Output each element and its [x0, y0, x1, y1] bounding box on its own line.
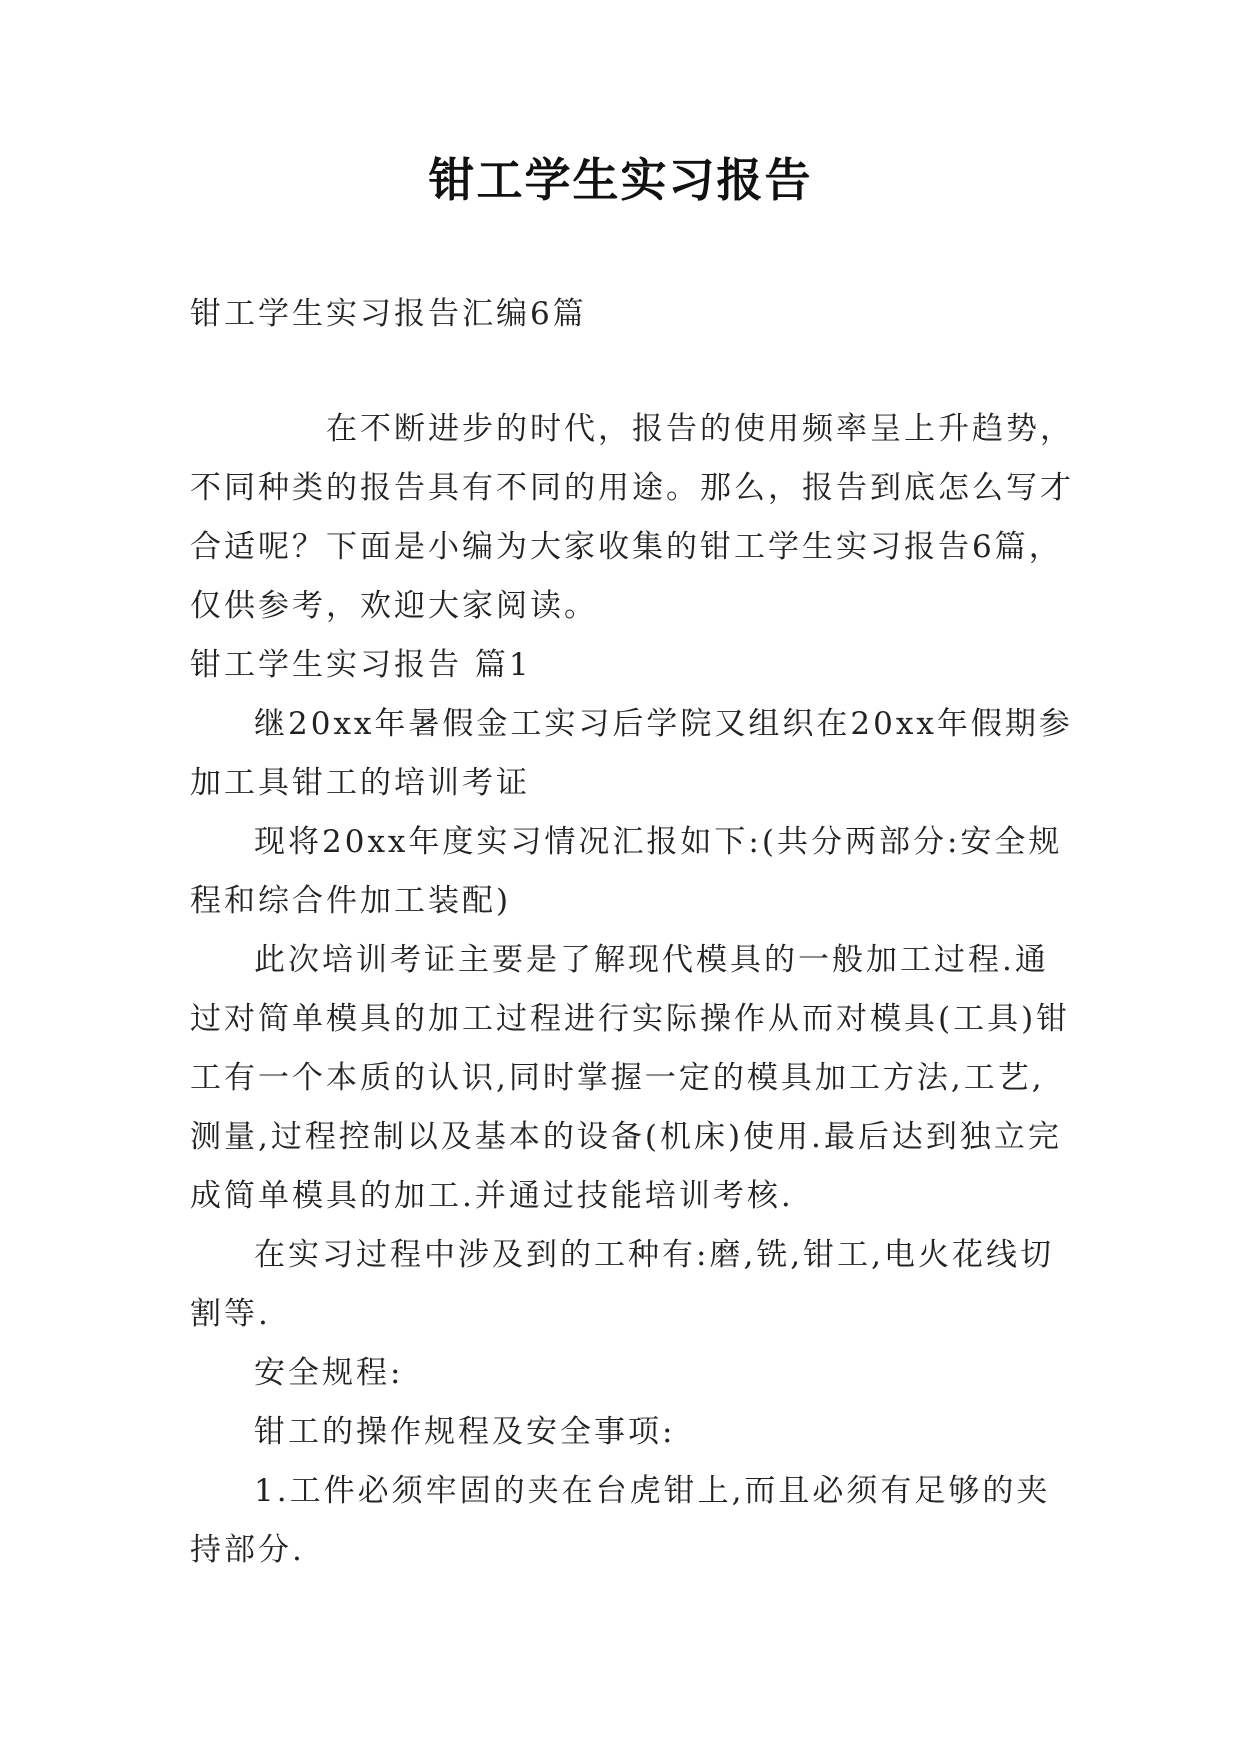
paragraph-line: 持部分.	[190, 1532, 305, 1568]
document-body	[190, 400, 1074, 1580]
paragraph-line: 此次培训考证主要是了解现代模具的一般加工过程.通	[254, 942, 1049, 978]
subtitle-line: 钳工学生实习报告汇编6篇	[190, 296, 587, 332]
paragraph-line: 钳工的操作规程及安全事项:	[254, 1414, 676, 1450]
paragraph-line: 程和综合件加工装配)	[190, 883, 512, 919]
paragraph-line: 测量,过程控制以及基本的设备(机床)使用.最后达到独立完	[190, 1119, 1062, 1155]
paragraph-line: 工有一个本质的认识,同时掌握一定的模具加工方法,工艺,	[190, 1060, 1045, 1096]
intro-line: 不同种类的报告具有不同的用途。那么，报告到底怎么写才	[190, 470, 1074, 506]
intro-line: 在不断进步的时代，报告的使用频率呈上升趋势，	[326, 411, 1074, 447]
paragraph-line: 过对简单模具的加工过程进行实际操作从而对模具(工具)钳	[190, 1001, 1071, 1037]
section-heading: 钳工学生实习报告 篇1	[190, 647, 532, 683]
paragraph-line: 1.工件必须牢固的夹在台虎钳上,而且必须有足够的夹	[254, 1473, 1051, 1509]
paragraph-line: 在实习过程中涉及到的工种有:磨,铣,钳工,电火花线切	[254, 1237, 1055, 1273]
intro-line: 合适呢？下面是小编为大家收集的钳工学生实习报告6篇，	[190, 529, 1063, 565]
paragraph-line: 安全规程:	[254, 1355, 404, 1391]
paragraph-line: 成简单模具的加工.并通过技能培训考核.	[190, 1178, 794, 1214]
paragraph-line: 割等.	[190, 1296, 271, 1332]
intro-line: 仅供参考，欢迎大家阅读。	[190, 588, 598, 624]
document-title: 钳工学生实习报告	[428, 153, 813, 207]
paragraph-line: 加工具钳工的培训考证	[190, 765, 530, 801]
paragraph-line: 现将20xx年度实习情况汇报如下:(共分两部分:安全规	[254, 824, 1063, 860]
paragraph-line: 继20xx年暑假金工实习后学院又组织在20xx年假期参	[254, 706, 1073, 742]
document-subtitle	[190, 285, 1060, 344]
